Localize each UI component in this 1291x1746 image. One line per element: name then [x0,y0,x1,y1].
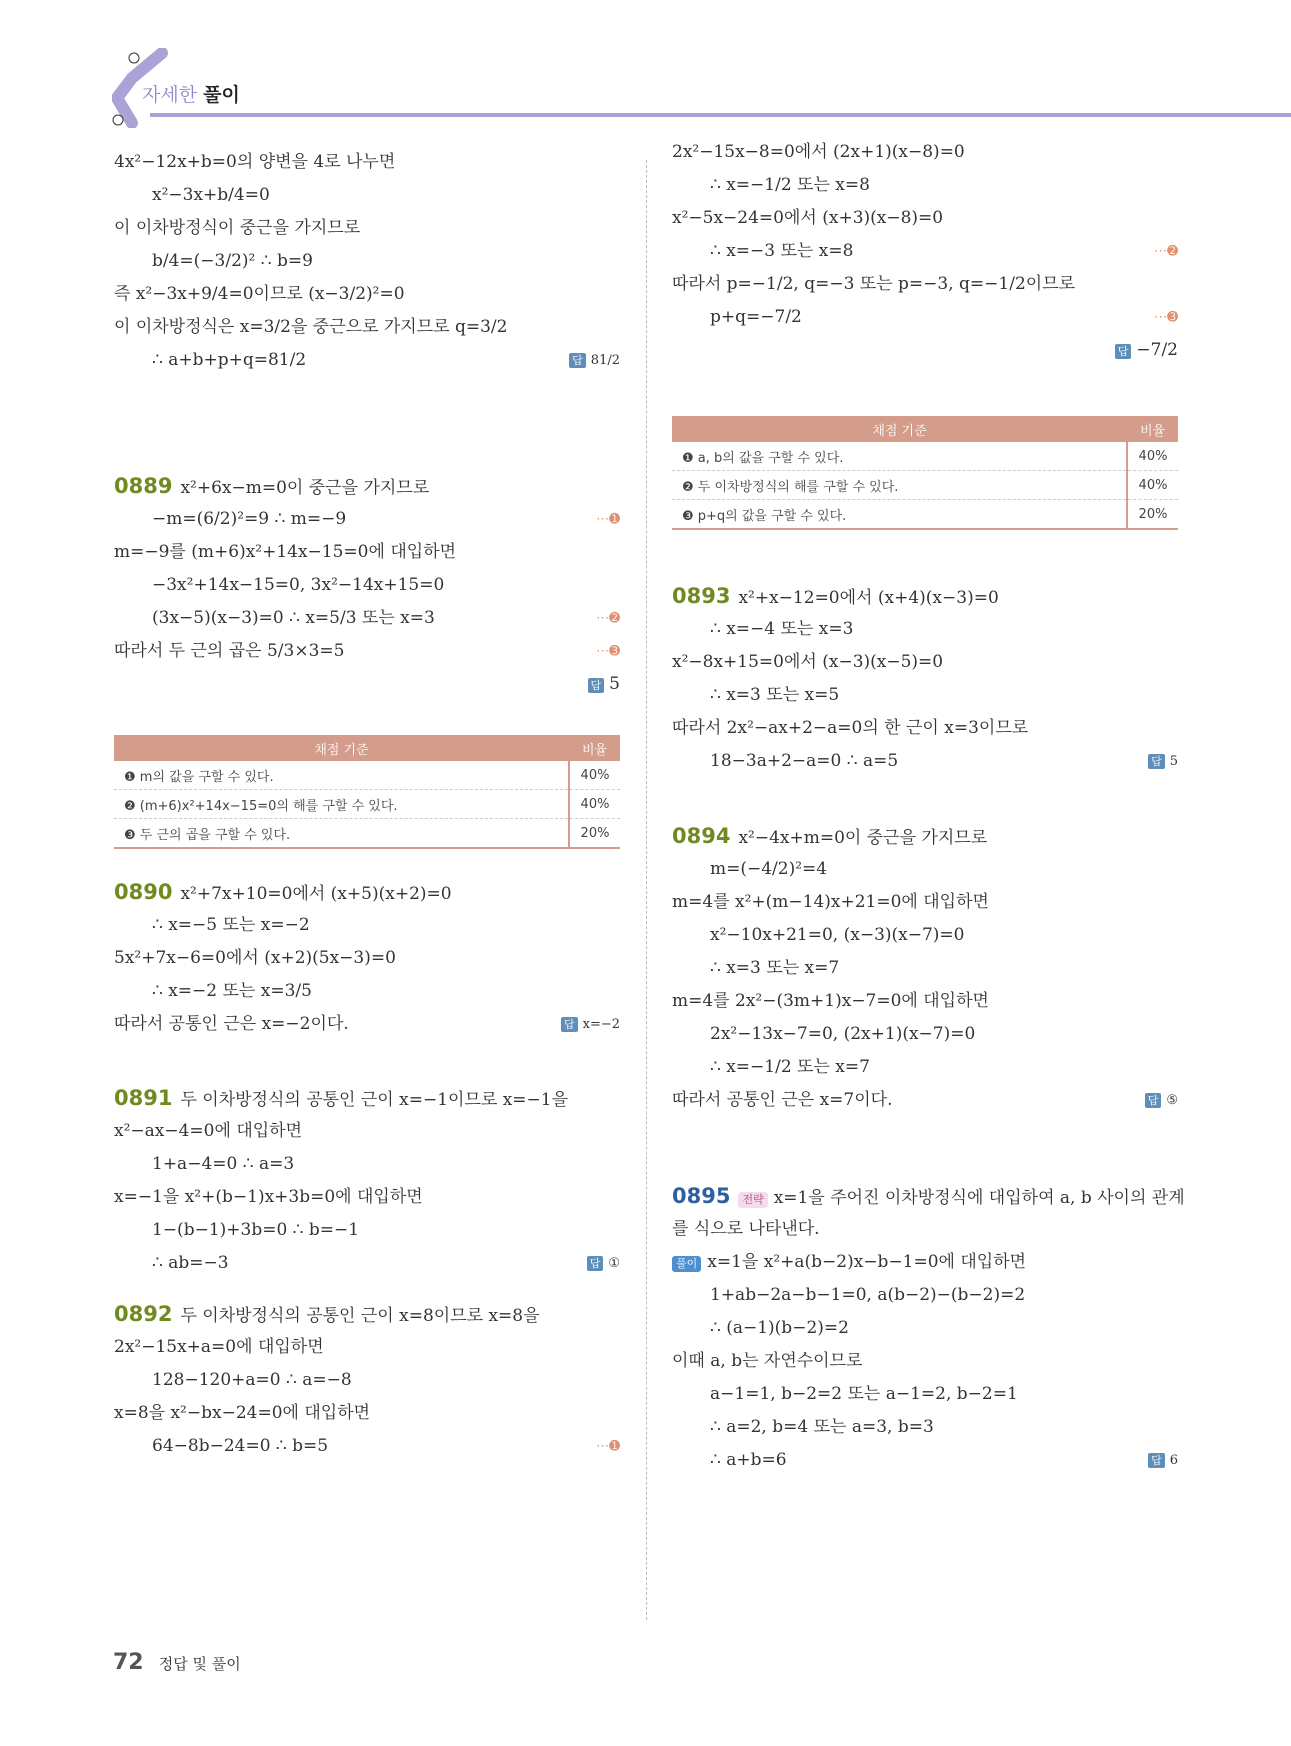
line-text: 1+ab−2a−b−1=0, a(b−2)−(b−2)=2 [710,1285,1026,1305]
table-row [672,471,1178,500]
solution-line [114,536,620,569]
table-row [114,761,620,790]
line-text: ∴ x=3 또는 x=7 [710,958,840,978]
solution-line [114,212,620,245]
problem-number: 0894 [672,824,731,848]
problem-number: 0893 [672,584,731,608]
line-text: m=−9를 (m+6)x²+14x−15=0에 대입하면 [114,542,457,562]
criterion-cell: ❷ (m+6)x²+14x−15=0의 해를 구할 수 있다. [114,790,569,819]
table-header-cell: 비율 [1127,416,1178,442]
solution-line [114,635,620,668]
solution-block [114,146,620,377]
answer-value: 5 [1169,754,1178,769]
solution-block [114,876,620,1041]
page-footer [113,1650,241,1675]
line-text: ∴ a+b=6 [710,1450,787,1470]
answer [1148,745,1178,778]
step-marker: ⋯➌ [1154,310,1178,325]
solution-line [672,919,1178,952]
solution-line [672,952,1178,985]
step-marker: ⋯➊ [596,512,620,527]
solution-line [672,202,1178,235]
footer-label: 정답 및 풀이 [158,1655,241,1673]
answer-value: −7/2 [1136,340,1178,360]
answer-value: ⑤ [1166,1093,1178,1108]
line-text: −3x²+14x−15=0, 3x²−14x+15=0 [152,575,445,595]
solution-line [114,470,620,503]
line-text: 따라서 공통인 근은 x=−2이다. [114,1014,349,1034]
solution-line [114,278,620,311]
answer [1148,1444,1178,1477]
solution-line [114,569,620,602]
line-text: x²−10x+21=0, (x−3)(x−7)=0 [710,925,965,945]
line-text: 이때 a, b는 자연수이므로 [672,1351,863,1371]
line-text: ∴ a=2, b=4 또는 a=3, b=3 [710,1417,934,1437]
title-part-2: 풀이 [203,84,240,106]
solution-line [672,1345,1178,1378]
solution-line [114,344,620,377]
line-text: ∴ x=−2 또는 x=3/5 [152,981,312,1001]
problem-number: 0890 [114,880,173,904]
criterion-cell: ❸ p+q의 값을 구할 수 있다. [672,500,1127,530]
line-text: 두 이차방정식의 공통인 근이 x=−1이므로 x=−1을 [180,1090,569,1110]
line-text: 따라서 2x²−ax+2−a=0의 한 근이 x=3이므로 [672,718,1029,738]
solution-line [672,745,1178,778]
line-text: 2x²−13x−7=0, (2x+1)(x−7)=0 [710,1024,976,1044]
solution-block [114,470,620,701]
line-text: x²−4x+m=0이 중근을 가지므로 [738,828,988,848]
line-text: −m=(6/2)²=9 ∴ m=−9 [152,509,347,529]
ratio-cell: 40% [569,790,620,819]
answer-icon: 답 [1145,1093,1162,1108]
solution-block [672,136,1178,367]
line-text: 1−(b−1)+3b=0 ∴ b=−1 [152,1220,360,1240]
solution-line [672,613,1178,646]
answer [587,1247,620,1280]
answer-line [672,334,1178,367]
ratio-cell: 40% [1127,471,1178,500]
solution-line [672,301,1178,334]
table-header-cell: 채점 기준 [114,735,569,761]
table-header-cell: 채점 기준 [672,416,1127,442]
solution-line [672,886,1178,919]
line-text: 1+a−4=0 ∴ a=3 [152,1154,295,1174]
line-text: x=8을 x²−bx−24=0에 대입하면 [114,1403,371,1423]
problem-number: 0892 [114,1302,173,1326]
solution-line [114,1247,620,1280]
line-text: ∴ x=−4 또는 x=3 [710,619,854,639]
step-marker: ⋯➌ [596,644,620,659]
answer-icon: 답 [1148,1453,1165,1468]
solution-line [114,1148,620,1181]
solution-line [672,1051,1178,1084]
solution-line [114,1331,620,1364]
solution-line [114,245,620,278]
line-text: 이 이차방정식이 중근을 가지므로 [114,218,361,238]
line-text: (3x−5)(x−3)=0 ∴ x=5/3 또는 x=3 [152,608,435,628]
answer-icon: 답 [588,678,605,693]
line-text: 64−8b−24=0 ∴ b=5 [152,1436,329,1456]
step-marker: ⋯➊ [596,1439,620,1454]
line-text: ∴ x=3 또는 x=5 [710,685,840,705]
problem-number: 0891 [114,1086,173,1110]
table-row [672,500,1178,530]
solution-line [672,1312,1178,1345]
solution-line [114,1364,620,1397]
line-text: 4x²−12x+b=0의 양변을 4로 나누면 [114,152,396,172]
line-text: 128−120+a=0 ∴ a=−8 [152,1370,352,1390]
solution-line [672,235,1178,268]
criterion-cell: ❷ 두 이차방정식의 해를 구할 수 있다. [672,471,1127,500]
solution-line [672,268,1178,301]
line-text: ∴ (a−1)(b−2)=2 [710,1318,849,1338]
answer [561,1008,620,1041]
strategy-tag: 전략 [738,1192,767,1208]
answer-value: ① [608,1256,620,1271]
solution-block [672,820,1178,1117]
solution-line [672,580,1178,613]
solution-line [114,503,620,536]
line-text: ∴ a+b+p+q=81/2 [152,350,307,370]
answer-icon: 답 [569,353,586,368]
line-text: b/4=(−3/2)² ∴ b=9 [152,251,313,271]
page-number: 72 [113,1650,144,1675]
section-title [142,80,240,107]
line-text: ∴ x=−1/2 또는 x=7 [710,1057,870,1077]
solution-line [114,311,620,344]
column-divider [646,160,647,1620]
ratio-cell: 20% [569,819,620,849]
solution-line [672,1279,1178,1312]
line-text: x²+x−12=0에서 (x+4)(x−3)=0 [738,588,999,608]
criterion-cell: ❶ a, b의 값을 구할 수 있다. [672,442,1127,471]
line-text: 2x²−15x+a=0에 대입하면 [114,1337,324,1357]
line-text: ∴ x=−1/2 또는 x=8 [710,175,870,195]
solution-line [672,985,1178,1018]
line-text: m=4를 2x²−(3m+1)x−7=0에 대입하면 [672,991,989,1011]
problem-number: 0889 [114,474,173,498]
solution-line [672,820,1178,853]
answer [569,344,620,377]
solution-line [672,679,1178,712]
answer-value: 5 [609,674,620,694]
line-text: 따라서 p=−1/2, q=−3 또는 p=−3, q=−1/2이므로 [672,274,1076,294]
line-text: x²+6x−m=0이 중근을 가지므로 [180,478,430,498]
solution-block [672,1180,1185,1477]
solution-line [672,853,1178,886]
line-text: 5x²+7x−6=0에서 (x+2)(5x−3)=0 [114,948,396,968]
answer-icon: 답 [561,1017,578,1032]
solution-line [672,1180,1185,1213]
line-text: m=4를 x²+(m−14)x+21=0에 대입하면 [672,892,989,912]
line-text: x²−ax−4=0에 대입하면 [114,1121,303,1141]
solution-line [672,1444,1178,1477]
line-text: x=1을 x²+a(b−2)x−b−1=0에 대입하면 [707,1252,1027,1272]
solution-line [672,1411,1178,1444]
solution-line [114,146,620,179]
solution-line [114,1082,620,1115]
line-text: x²+7x+10=0에서 (x+5)(x+2)=0 [180,884,452,904]
line-text: 2x²−15x−8=0에서 (2x+1)(x−8)=0 [672,142,965,162]
step-marker: ⋯➋ [1154,244,1178,259]
line-text: x=1을 주어진 이차방정식에 대입하여 a, b 사이의 관계 [773,1188,1185,1208]
table-row [672,442,1178,471]
solution-line [114,909,620,942]
line-text: 따라서 두 근의 곱은 5/3×3=5 [114,641,345,661]
ratio-cell: 20% [1127,500,1178,530]
solution-line [672,646,1178,679]
line-text: 따라서 공통인 근은 x=7이다. [672,1090,893,1110]
header-rule [150,113,1291,117]
solution-tag: 풀이 [672,1256,701,1272]
line-text: ∴ x=−3 또는 x=8 [710,241,854,261]
table-header-cell: 비율 [569,735,620,761]
line-text: ∴ ab=−3 [152,1253,229,1273]
solution-line [672,1213,1178,1246]
solution-line [672,1084,1178,1117]
solution-line [672,1246,1178,1279]
solution-line [114,1181,620,1214]
line-text: 18−3a+2−a=0 ∴ a=5 [710,751,899,771]
answer-icon: 답 [1115,344,1132,359]
scoring-table [672,416,1178,530]
line-text: x=−1을 x²+(b−1)x+3b=0에 대입하면 [114,1187,423,1207]
solution-line [672,1018,1178,1051]
criterion-cell: ❸ 두 근의 곱을 구할 수 있다. [114,819,569,849]
solution-line [114,1008,620,1041]
line-text: 두 이차방정식의 공통인 근이 x=8이므로 x=8을 [180,1306,540,1326]
answer-value: x=−2 [582,1017,620,1032]
answer-value: 6 [1169,1453,1178,1468]
solution-line [672,1378,1178,1411]
title-part-1: 자세한 [142,84,198,106]
criterion-cell: ❶ m의 값을 구할 수 있다. [114,761,569,790]
answer [1145,1084,1178,1117]
solution-line [114,975,620,1008]
solution-line [114,1115,620,1148]
line-text: a−1=1, b−2=2 또는 a−1=2, b−2=1 [710,1384,1018,1404]
answer-value: 81/2 [590,353,620,368]
solution-line [672,169,1178,202]
solution-line [114,1397,620,1430]
ratio-cell: 40% [569,761,620,790]
line-text: p+q=−7/2 [710,307,802,327]
line-text: m=(−4/2)²=4 [710,859,828,879]
line-text: x²−8x+15=0에서 (x−3)(x−5)=0 [672,652,944,672]
table-row [114,790,620,819]
solution-line [114,1430,620,1463]
solution-line [672,712,1178,745]
line-text: 즉 x²−3x+9/4=0이므로 (x−3/2)²=0 [114,284,405,304]
solution-block [672,580,1178,778]
solution-line [114,942,620,975]
table-row [114,819,620,849]
answer-line [114,668,620,701]
solution-line [114,602,620,635]
solution-block [114,1082,620,1280]
solution-line [114,1298,620,1331]
solution-block [114,1298,620,1463]
line-text: 이 이차방정식은 x=3/2을 중근으로 가지므로 q=3/2 [114,317,508,337]
line-text: x²−5x−24=0에서 (x+3)(x−8)=0 [672,208,944,228]
answer-icon: 답 [1148,754,1165,769]
step-marker: ⋯➋ [596,611,620,626]
solution-line [114,179,620,212]
ratio-cell: 40% [1127,442,1178,471]
solution-line [114,876,620,909]
scoring-table [114,735,620,849]
problem-number: 0895 [672,1184,731,1208]
solution-line [672,136,1178,169]
answer-icon: 답 [587,1256,604,1271]
line-text: 를 식으로 나타낸다. [672,1219,820,1239]
line-text: x²−3x+b/4=0 [152,185,270,205]
solution-line [114,1214,620,1247]
line-text: ∴ x=−5 또는 x=−2 [152,915,310,935]
